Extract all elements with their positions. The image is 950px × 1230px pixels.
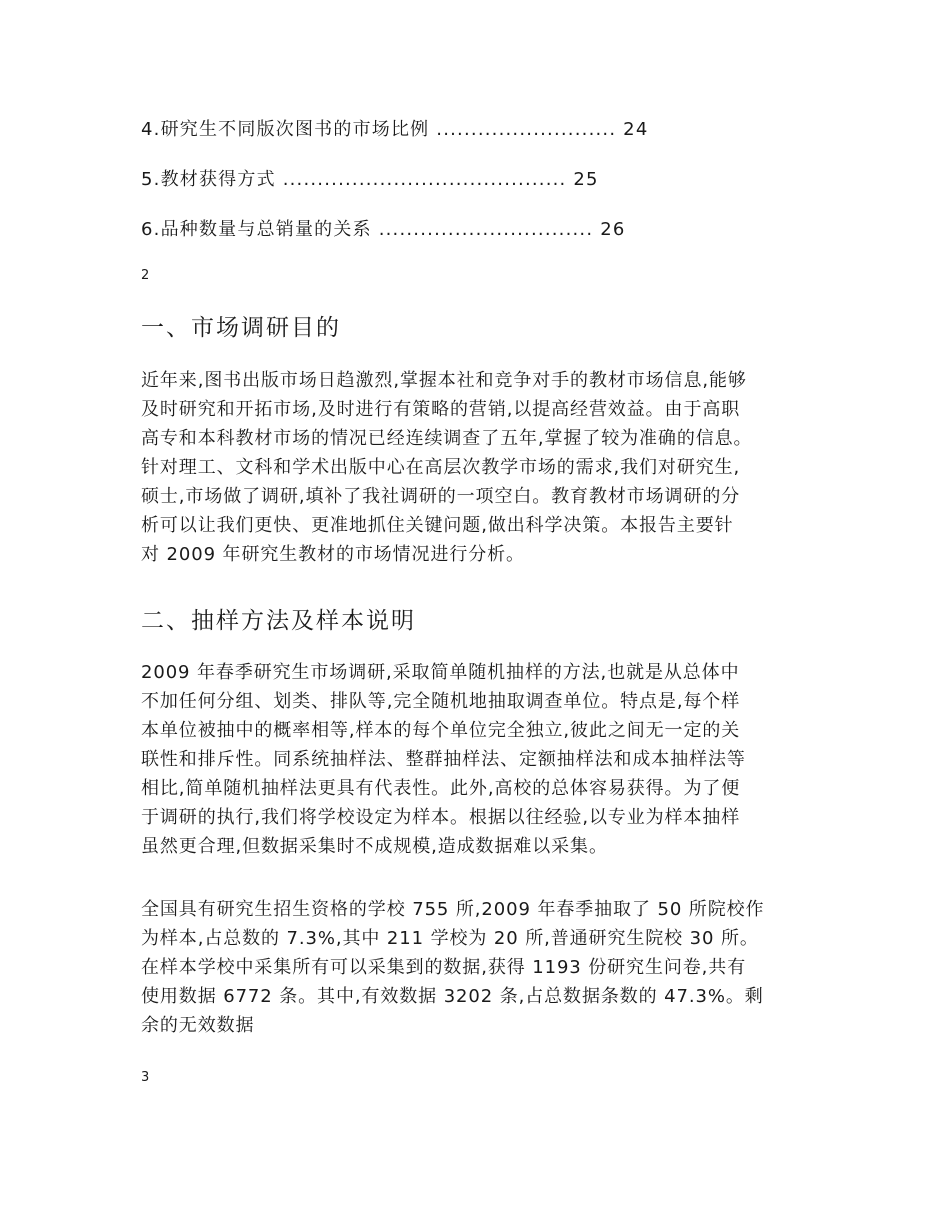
section2-paragraph-1 bbox=[141, 658, 821, 861]
section-heading-1: 一、市场调研目的 bbox=[141, 315, 341, 341]
toc-entry-4: 4.研究生不同版次图书的市场比例 .......................... 24 bbox=[141, 119, 649, 140]
paragraph-line: 析可以让我们更快、更准地抓住关键问题,做出科学决策。本报告主要针 bbox=[141, 515, 734, 536]
paragraph-line: 全国具有研究生招生资格的学校 755 所,2009 年春季抽取了 50 所院校作 bbox=[141, 899, 765, 920]
toc-entry-5: 5.教材获得方式 ......................................... 25 bbox=[141, 169, 599, 190]
paragraph-line: 虽然更合理,但数据采集时不成规模,造成数据难以采集。 bbox=[141, 836, 608, 857]
paragraph-line: 联性和排斥性。同系统抽样法、整群抽样法、定额抽样法和成本抽样法等 bbox=[141, 749, 746, 770]
paragraph-line: 为样本,占总数的 7.3%,其中 211 学校为 20 所,普通研究生院校 30 所。 bbox=[141, 928, 759, 949]
section-heading-2: 二、抽样方法及样本说明 bbox=[141, 608, 416, 634]
paragraph-line: 及时研究和开拓市场,及时进行有策略的营销,以提高经营效益。由于高职 bbox=[141, 399, 741, 420]
paragraph-line: 在样本学校中采集所有可以采集到的数据,获得 1193 份研究生问卷,共有 bbox=[141, 957, 747, 978]
page-number-3: 3 bbox=[141, 1070, 150, 1085]
paragraph-line: 硕士,市场做了调研,填补了我社调研的一项空白。教育教材市场调研的分 bbox=[141, 486, 741, 507]
paragraph-line: 2009 年春季研究生市场调研,采取简单随机抽样的方法,也就是从总体中 bbox=[141, 662, 740, 683]
section1-paragraph bbox=[141, 366, 821, 569]
paragraph-line: 针对理工、文科和学术出版中心在高层次教学市场的需求,我们对研究生, bbox=[141, 457, 741, 478]
paragraph-line: 于调研的执行,我们将学校设定为样本。根据以往经验,以专业为样本抽样 bbox=[141, 807, 741, 828]
paragraph-line: 近年来,图书出版市场日趋激烈,掌握本社和竞争对手的教材市场信息,能够 bbox=[141, 370, 747, 391]
paragraph-line: 相比,简单随机抽样法更具有代表性。此外,高校的总体容易获得。为了便 bbox=[141, 778, 741, 799]
paragraph-line: 使用数据 6772 条。其中,有效数据 3202 条,占总数据条数的 47.3%。剩 bbox=[141, 986, 764, 1007]
paragraph-line: 对 2009 年研究生教材的市场情况进行分析。 bbox=[141, 544, 525, 565]
paragraph-line: 高专和本科教材市场的情况已经连续调查了五年,掌握了较为准确的信息。 bbox=[141, 428, 753, 449]
toc-entry-6: 6.品种数量与总销量的关系 ............................... 26 bbox=[141, 219, 626, 240]
paragraph-line: 本单位被抽中的概率相等,样本的每个单位完全独立,彼此之间无一定的关 bbox=[141, 720, 741, 741]
paragraph-line: 余的无效数据 bbox=[141, 1015, 255, 1036]
paragraph-line: 不加任何分组、划类、排队等,完全随机地抽取调查单位。特点是,每个样 bbox=[141, 691, 741, 712]
page-number-2: 2 bbox=[141, 268, 150, 283]
section2-paragraph-2 bbox=[141, 895, 821, 1040]
